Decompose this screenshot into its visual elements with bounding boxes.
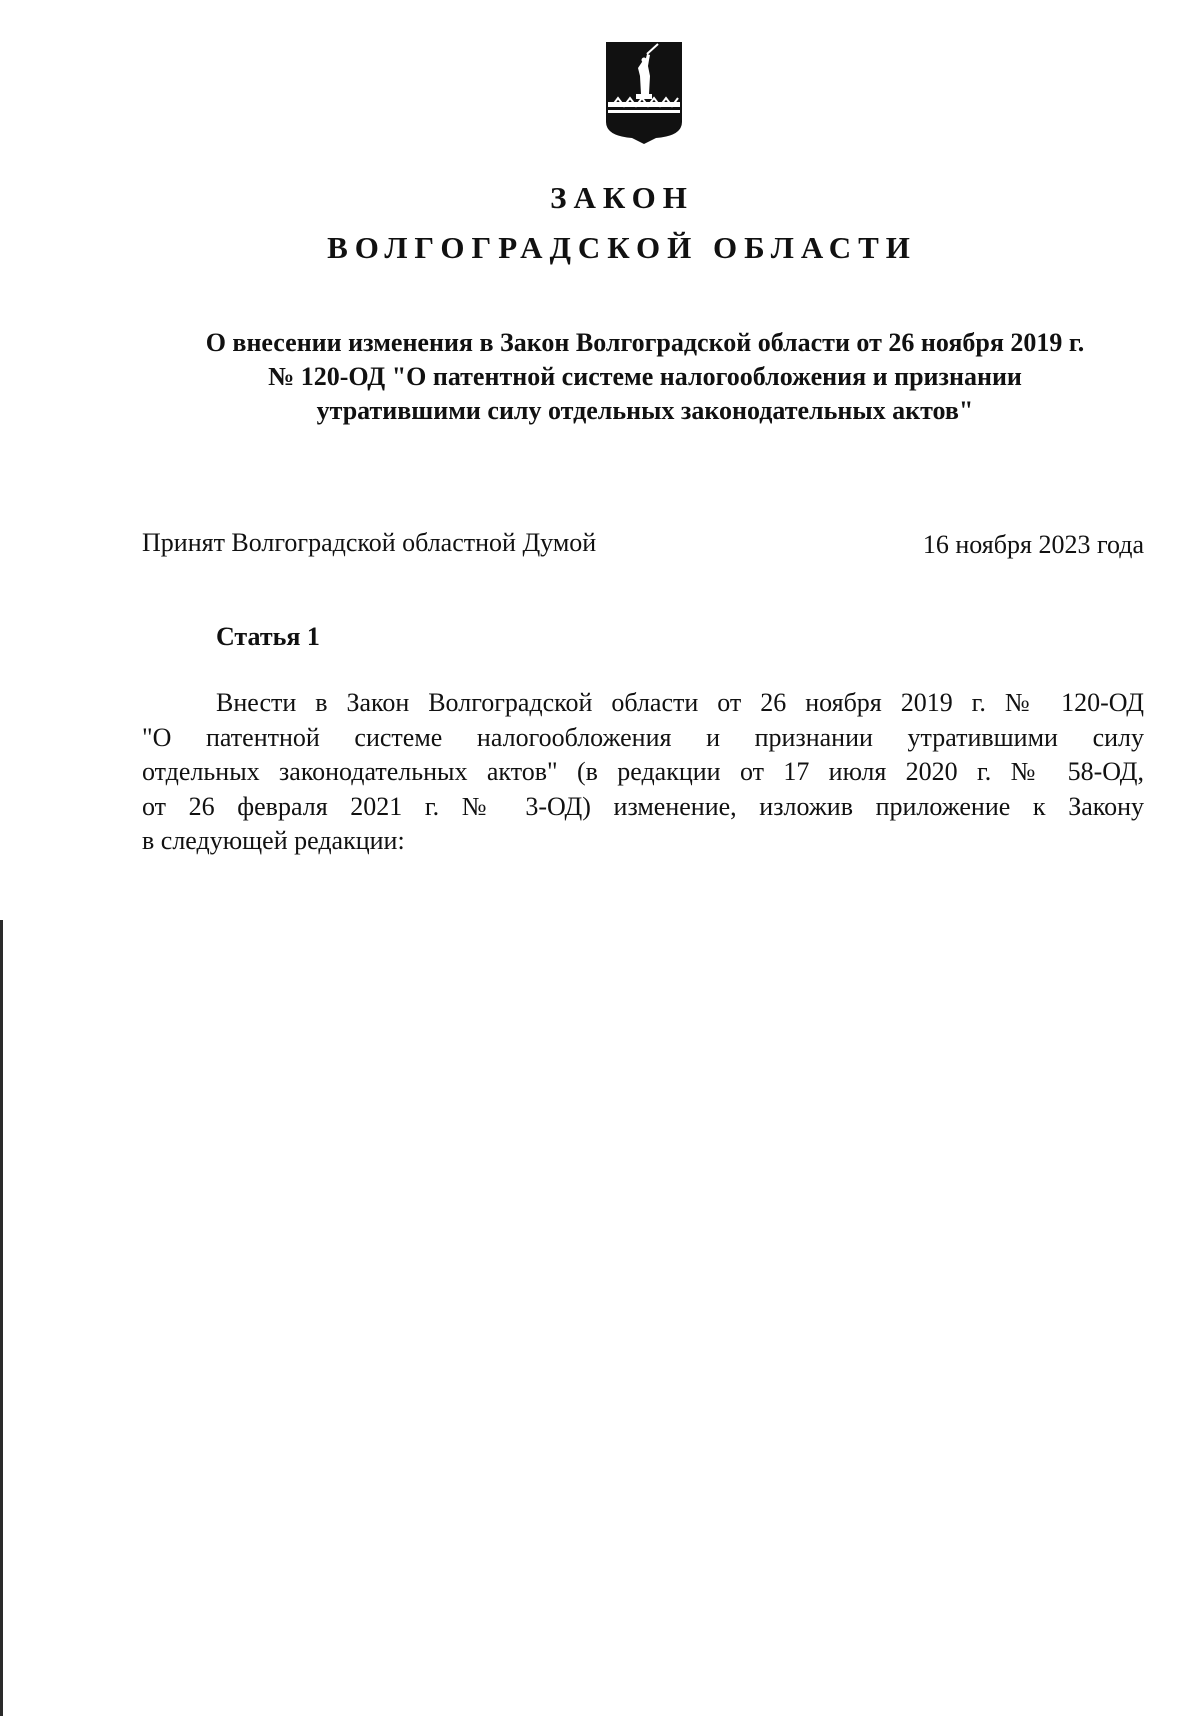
article-body: [142, 686, 1144, 859]
article-line: отдельных законодательных актов" (в редакции от 17 июля 2020 г. № 58-ОД,: [142, 757, 1144, 786]
adopted-by: Принят Волгоградской областной Думой: [142, 528, 597, 557]
document-title-region: ВОЛГОГРАДСКОЙ ОБЛАСТИ: [327, 230, 917, 265]
article-line: в следующей редакции:: [142, 826, 405, 855]
law-subject: [150, 326, 1140, 428]
law-subject-line: № 120-ОД "О патентной системе налогообложения и признании: [268, 362, 1022, 391]
scan-edge-shadow: [0, 920, 3, 1716]
document-title: ЗАКОН: [550, 180, 694, 215]
law-subject-line: О внесении изменения в Закон Волгоградской области от 26 ноября 2019 г.: [205, 328, 1085, 357]
adopted-date: 16 ноября 2023 года: [922, 530, 1144, 559]
law-subject-line: утратившими силу отдельных законодательных актов": [316, 396, 974, 425]
article-line: Внести в Закон Волгоградской области от 26 ноября 2019 г. № 120-ОД: [216, 688, 1144, 717]
article-heading: Статья 1: [216, 622, 320, 651]
article-line: от 26 февраля 2021 г. № 3-ОД) изменение, изложив приложение к Закону: [142, 791, 1144, 821]
article-line: "О патентной системе налогообложения и признании утратившими силу: [142, 722, 1144, 752]
volgograd-coat-of-arms-icon: [604, 40, 684, 146]
